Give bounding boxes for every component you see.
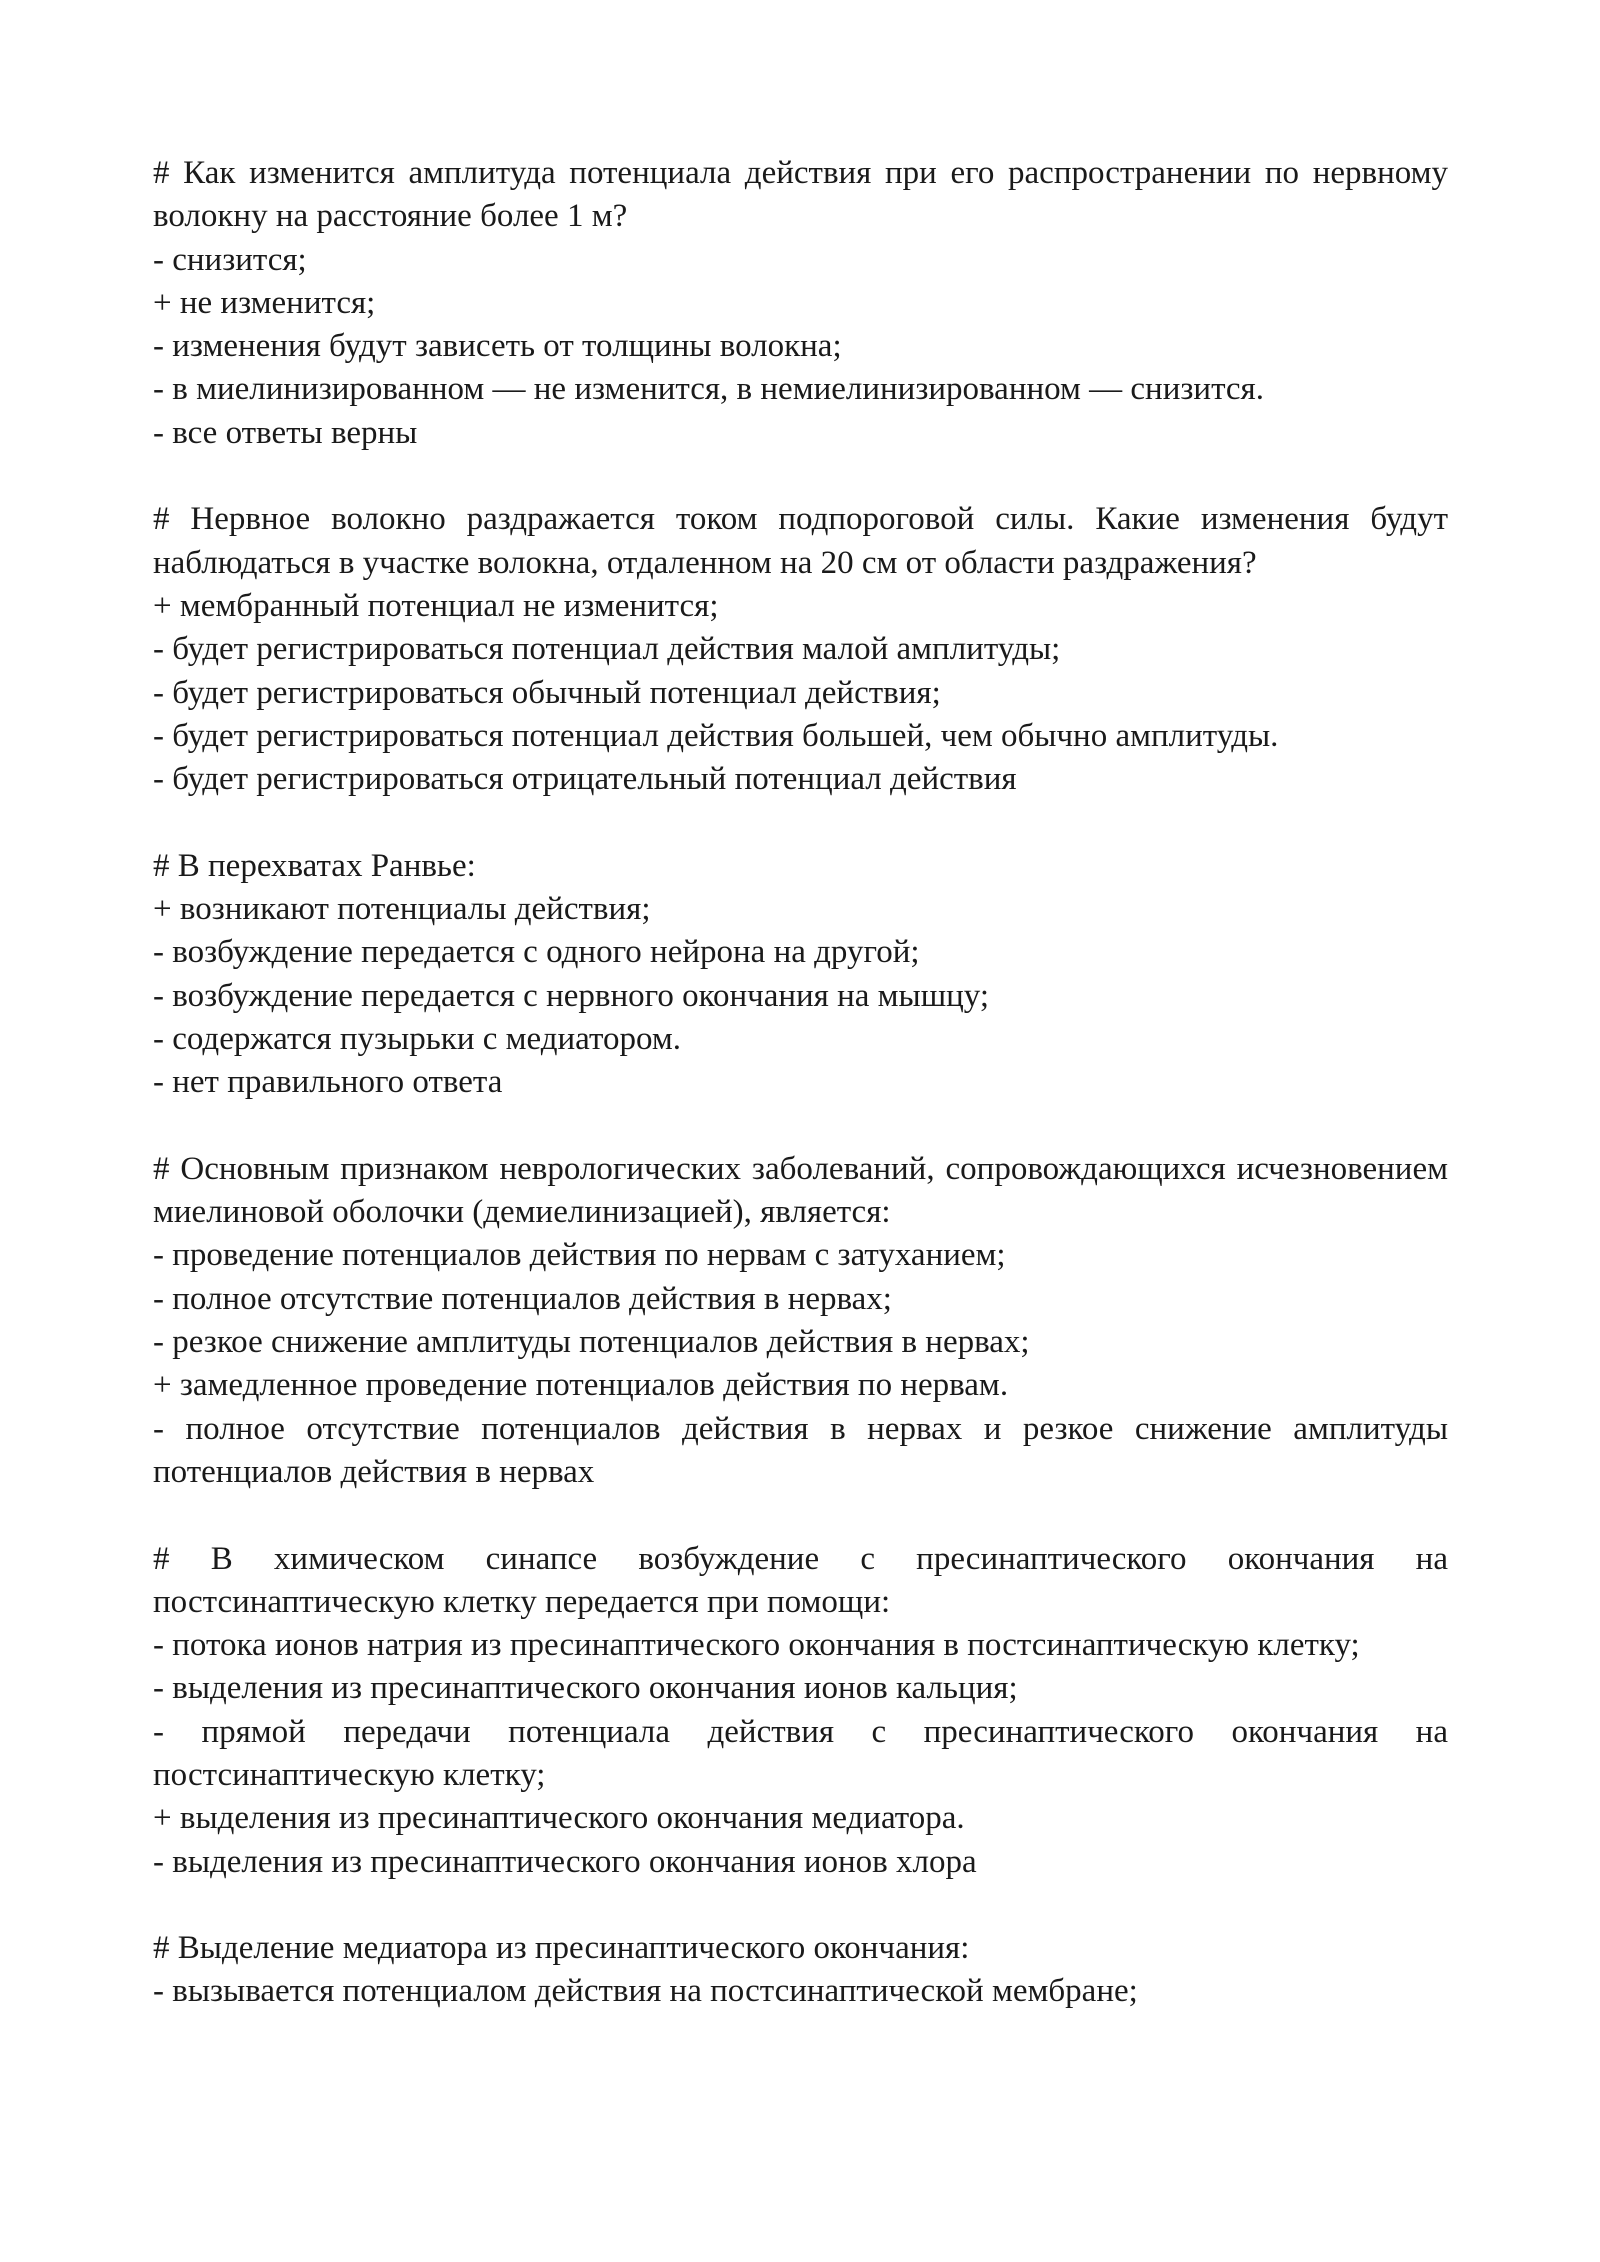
answer-option: - возбуждение передается с одного нейрона на другой; — [153, 934, 920, 971]
document-page — [153, 152, 1448, 2057]
question-block — [153, 1148, 1448, 1494]
answer-option-correct: + возникают потенциалы действия; — [153, 891, 651, 928]
question-text: # В перехватах Ранвье: — [153, 847, 476, 884]
question-text: # Нервное волокно раздражается током подпороговой силы. Какие изменения будут наблюдаться в участке волокна, отдаленном на 20 см от области раздражения? — [153, 501, 1448, 581]
question-block — [153, 152, 1448, 455]
answer-option-correct: + мембранный потенциал не изменится; — [153, 587, 719, 624]
answer-option: - изменения будут зависеть от толщины волокна; — [153, 328, 842, 365]
answer-option: - потока ионов натрия из пресинаптического окончания в постсинаптическую клетку; — [153, 1627, 1360, 1664]
answer-option: - вызывается потенциалом действия на постсинаптической мембране; — [153, 1973, 1138, 2010]
answer-option: - в миелинизированном — не изменится, в немиелинизированном — снизится. — [153, 371, 1264, 408]
answer-option: - выделения из пресинаптического окончания ионов кальция; — [153, 1670, 1018, 1707]
answer-option: - возбуждение передается с нервного окончания на мышцу; — [153, 977, 990, 1014]
answer-option: - прямой передачи потенциала действия с пресинаптического окончания на постсинаптическую клетку; — [153, 1713, 1448, 1793]
answer-option: - будет регистрироваться потенциал действия большей, чем обычно амплитуды. — [153, 717, 1279, 754]
answer-option: - полное отсутствие потенциалов действия в нервах и резкое снижение амплитуды потенциалов действия в нервах — [153, 1410, 1448, 1490]
answer-option: - содержатся пузырьки с медиатором. — [153, 1020, 681, 1057]
question-block — [153, 845, 1448, 1105]
answer-option: - снизится; — [153, 241, 307, 278]
question-block — [153, 1538, 1448, 1884]
answer-option-correct: + не изменится; — [153, 284, 376, 321]
answer-option: - все ответы верны — [153, 414, 418, 451]
answer-option: - будет регистрироваться потенциал действия малой амплитуды; — [153, 631, 1061, 668]
question-text: # Выделение медиатора из пресинаптического окончания: — [153, 1930, 970, 1967]
answer-option: - будет регистрироваться обычный потенциал действия; — [153, 674, 941, 711]
answer-option: - будет регистрироваться отрицательный потенциал действия — [153, 761, 1017, 798]
answer-option: - полное отсутствие потенциалов действия в нервах; — [153, 1280, 892, 1317]
answer-option: - нет правильного ответа — [153, 1064, 503, 1101]
answer-option: - резкое снижение амплитуды потенциалов действия в нервах; — [153, 1324, 1030, 1361]
answer-option-correct: + выделения из пресинаптического окончания медиатора. — [153, 1800, 965, 1837]
question-text: # В химическом синапсе возбуждение с пресинаптического окончания на постсинаптическую клетку передается при помощи: — [153, 1540, 1448, 1620]
answer-option-correct: + замедленное проведение потенциалов действия по нервам. — [153, 1367, 1009, 1404]
question-block — [153, 498, 1448, 801]
question-block — [153, 1927, 1448, 2014]
answer-option: - выделения из пресинаптического окончания ионов хлора — [153, 1843, 977, 1880]
question-text: # Как изменится амплитуда потенциала действия при его распространении по нервному волокну на расстояние более 1 м? — [153, 155, 1448, 235]
answer-option: - проведение потенциалов действия по нервам с затуханием; — [153, 1237, 1006, 1274]
question-text: # Основным признаком неврологических заболеваний, сопровождающихся исчезновением миелиновой оболочки (демиелинизацией), является: — [153, 1150, 1448, 1231]
